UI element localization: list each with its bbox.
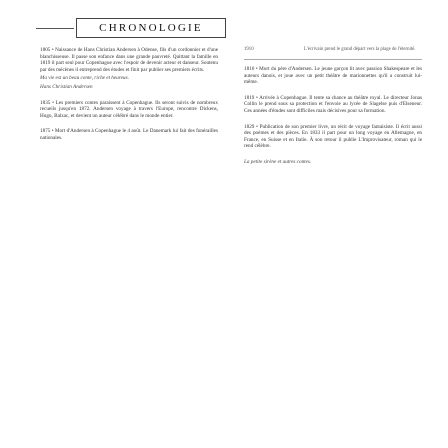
entry-text: 1819 • Arrivée à Copenhague. Il tente sa chance au théâtre royal. Le directeur Jonas Collin le prend sous sa protection et l'envoie au lycée de Slagelse puis d'Elseneur. Ces années d'études sont difficiles mais décisives pour sa formation. [244, 94, 422, 114]
right-column [244, 47, 422, 174]
chronology-header [36, 18, 231, 40]
left-entry-1 [40, 47, 218, 91]
header-rule [36, 28, 74, 29]
entry-caption: Hans Christian Andersen [40, 83, 93, 90]
right-top-right: L'écrivain prend le grand départ vers la plage de l'éternité. [304, 47, 416, 52]
entry-text: 1805 • Naissance de Hans Christian Andersen à Odense, fils d'un cordonnier et d'une blanchisseuse. Il passe son enfance dans une grande pauvreté. Quittant la famille en 1819 il part seul pour Copenhague avec l'espoir de devenir acteur et danseur. Soutenu par des mécènes il entreprend des études et finit par publier ses premiers écrits. [40, 47, 218, 73]
right-top-left: 1910 [244, 47, 254, 52]
divider [244, 59, 422, 60]
entry-text: 1875 • Mort d'Andersen à Copenhague le 4 août. Le Danemark lui fait des funérailles nationales. [40, 128, 218, 141]
entry-text: 1829 • Publication de son premier livre, un récit de voyage fantaisiste. Il écrit aussi des poèmes et des pièces. En 1833 il part pour un long voyage en Allemagne, en France, en Suisse et en Italie. À son retour il publie L'Improvisateur, roman qui le rend célèbre. [244, 123, 422, 150]
entry-text: 1816 • Mort du père d'Andersen. Le jeune garçon lit avec passion Shakespeare et les auteurs danois, et joue avec un petit théâtre de marionnettes qu'il a construit lui-même. [244, 66, 422, 86]
right-entry-3 [244, 124, 422, 150]
right-entry-1 [244, 66, 422, 86]
header-box [76, 18, 226, 38]
entry-quote: Ma vie est un beau conte, riche et heureux. [40, 75, 130, 82]
header-title: CHRONOLOGIE [99, 22, 203, 34]
left-entry-2 [40, 100, 218, 120]
left-entry-3 [40, 128, 218, 141]
entry-text: 1835 • Les premiers contes paraissent à Copenhague. Ils seront suivis de nombreux recueils jusqu'en 1872. Andersen voyage à travers l'Europe, rencontre Dickens, Hugo, Balzac, et devient un auteur célébré dans le monde entier. [40, 99, 218, 119]
right-entry-2 [244, 95, 422, 115]
left-column [40, 47, 218, 151]
right-top-row [244, 47, 422, 53]
closing-italic: La petite sirène et autres contes. [244, 158, 312, 165]
